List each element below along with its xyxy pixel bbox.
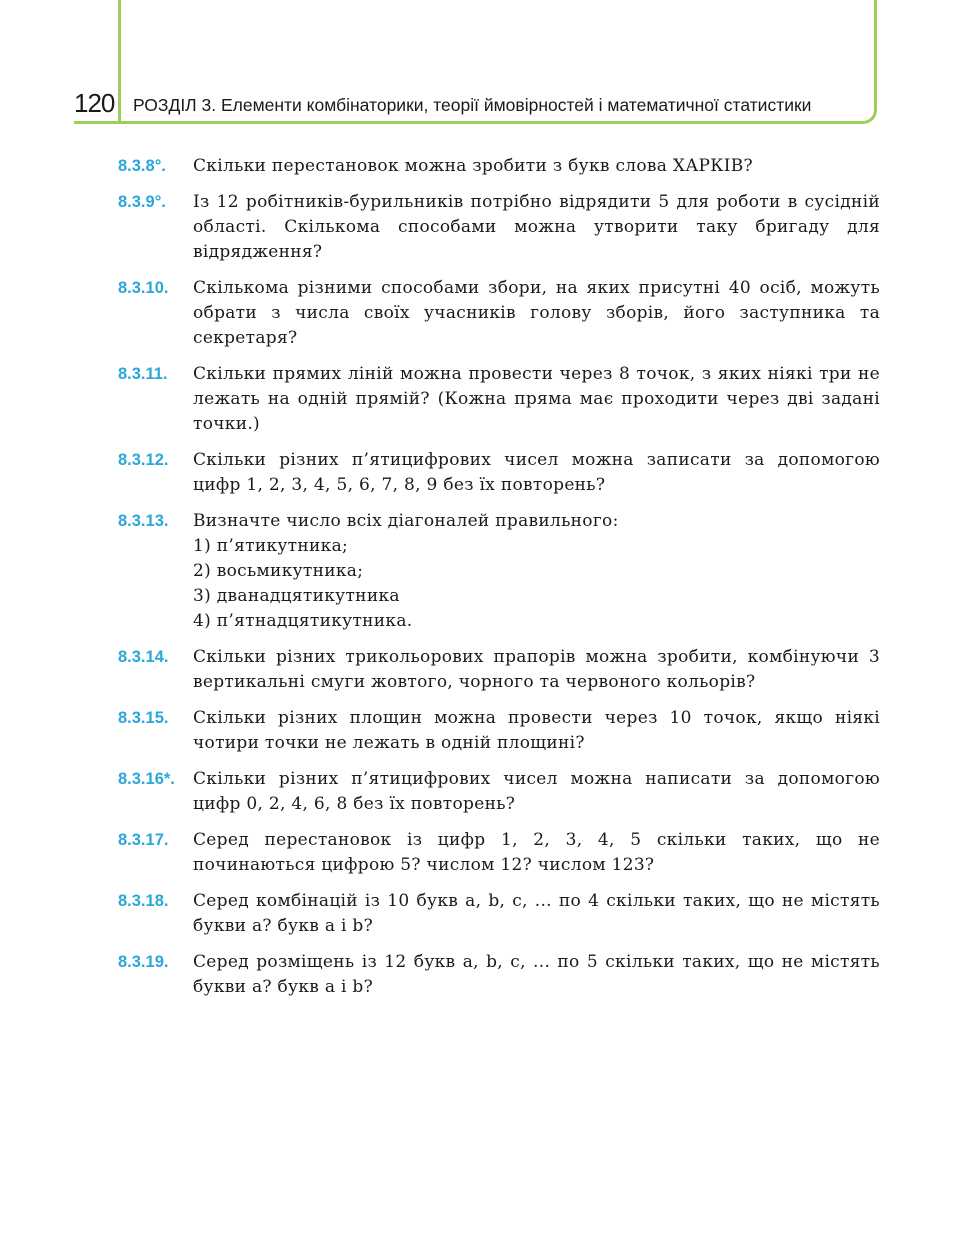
problem-item bbox=[118, 154, 880, 179]
problem-number: 8.3.12. bbox=[118, 451, 169, 469]
problem-text-line: Із 12 робітників-бурильників потрібно відрядити 5 для роботи в сусідній області. Скількома способами можна утворити таку бригаду для відрядження? bbox=[193, 192, 880, 262]
problem-number: 8.3.8°. bbox=[118, 157, 166, 175]
problem-text-line: 2) восьмикутника; bbox=[193, 561, 364, 581]
problem-number: 8.3.15. bbox=[118, 709, 169, 727]
problem-text-line: Серед комбінацій із 10 букв a, b, c, ... по 4 скільки таких, що не містять букви a? букв a і b? bbox=[193, 891, 880, 936]
problem-number: 8.3.11. bbox=[118, 365, 168, 383]
problem-item bbox=[118, 645, 880, 695]
problem-number: 8.3.16*. bbox=[118, 770, 175, 788]
problem-text bbox=[193, 509, 880, 634]
problem-text bbox=[193, 276, 880, 351]
problem-text bbox=[193, 362, 880, 437]
problem-text-line: Скільки перестановок можна зробити з букв слова ХАРКІВ? bbox=[193, 156, 753, 176]
problem-item bbox=[118, 828, 880, 878]
problem-text bbox=[193, 828, 880, 878]
problem-item bbox=[118, 190, 880, 265]
problem-number: 8.3.14. bbox=[118, 648, 169, 666]
problem-text bbox=[193, 645, 880, 695]
problem-item bbox=[118, 706, 880, 756]
problem-text-line: 1) п’ятикутника; bbox=[193, 536, 349, 556]
problem-text bbox=[193, 448, 880, 498]
problem-item bbox=[118, 889, 880, 939]
problem-text-line: Серед перестановок із цифр 1, 2, 3, 4, 5 скільки таких, що не починаються цифрою 5? числом 12? числом 123? bbox=[193, 830, 880, 875]
problem-text-line: Скількома різними способами збори, на яких присутні 40 осіб, можуть обрати з числа своїх учасників голову зборів, його заступника та секретаря? bbox=[193, 278, 880, 348]
header-rule bbox=[74, 121, 121, 124]
problem-text-line: Скільки різних трикольорових прапорів можна зробити, комбінуючи 3 вертикальні смуги жовтого, чорного та червоного кольорів? bbox=[193, 647, 880, 692]
problem-number: 8.3.18. bbox=[118, 892, 169, 910]
problem-text bbox=[193, 706, 880, 756]
problem-number: 8.3.17. bbox=[118, 831, 169, 849]
problem-item bbox=[118, 509, 880, 634]
problem-text bbox=[193, 190, 880, 265]
problem-text bbox=[193, 889, 880, 939]
problem-item bbox=[118, 767, 880, 817]
problem-text-line: Скільки прямих ліній можна провести через 8 точок, з яких ніякі три не лежать на одній прямій? (Кожна пряма має проходити через дві задані точки.) bbox=[193, 364, 880, 434]
running-head: РОЗДІЛ 3. Елементи комбінаторики, теорії ймовірностей і математичної статистики bbox=[133, 95, 812, 115]
problem-text-line: Скільки різних п’ятицифрових чисел можна записати за допомогою цифр 1, 2, 3, 4, 5, 6, 7, 8, 9 без їх повторень? bbox=[193, 450, 880, 495]
problem-number: 8.3.13. bbox=[118, 512, 169, 530]
problem-text bbox=[193, 767, 880, 817]
problem-text-line: Скільки різних площин можна провести через 10 точок, якщо ніякі чотири точки не лежать в одній площині? bbox=[193, 708, 880, 753]
problem-text-line: Серед розміщень із 12 букв a, b, c, ... по 5 скільки таких, що не містять букви a? букв a і b? bbox=[193, 952, 880, 997]
problem-item bbox=[118, 448, 880, 498]
problem-text-line: 4) п’ятнадцятикутника. bbox=[193, 611, 413, 631]
page-number: 120 bbox=[74, 88, 115, 118]
problem-number: 8.3.10. bbox=[118, 279, 169, 297]
problem-number: 8.3.9°. bbox=[118, 193, 166, 211]
problem-list bbox=[118, 154, 880, 1011]
problem-text-line: Визначте число всіх діагоналей правильного: bbox=[193, 511, 619, 531]
problem-item bbox=[118, 950, 880, 1000]
problem-item bbox=[118, 276, 880, 351]
problem-text bbox=[193, 950, 880, 1000]
problem-text-line: Скільки різних п’ятицифрових чисел можна написати за допомогою цифр 0, 2, 4, 6, 8 без їх повторень? bbox=[193, 769, 880, 814]
problem-text-line: 3) дванадцятикутника bbox=[193, 586, 400, 606]
problem-text bbox=[193, 154, 880, 179]
problem-number: 8.3.19. bbox=[118, 953, 169, 971]
problem-item bbox=[118, 362, 880, 437]
